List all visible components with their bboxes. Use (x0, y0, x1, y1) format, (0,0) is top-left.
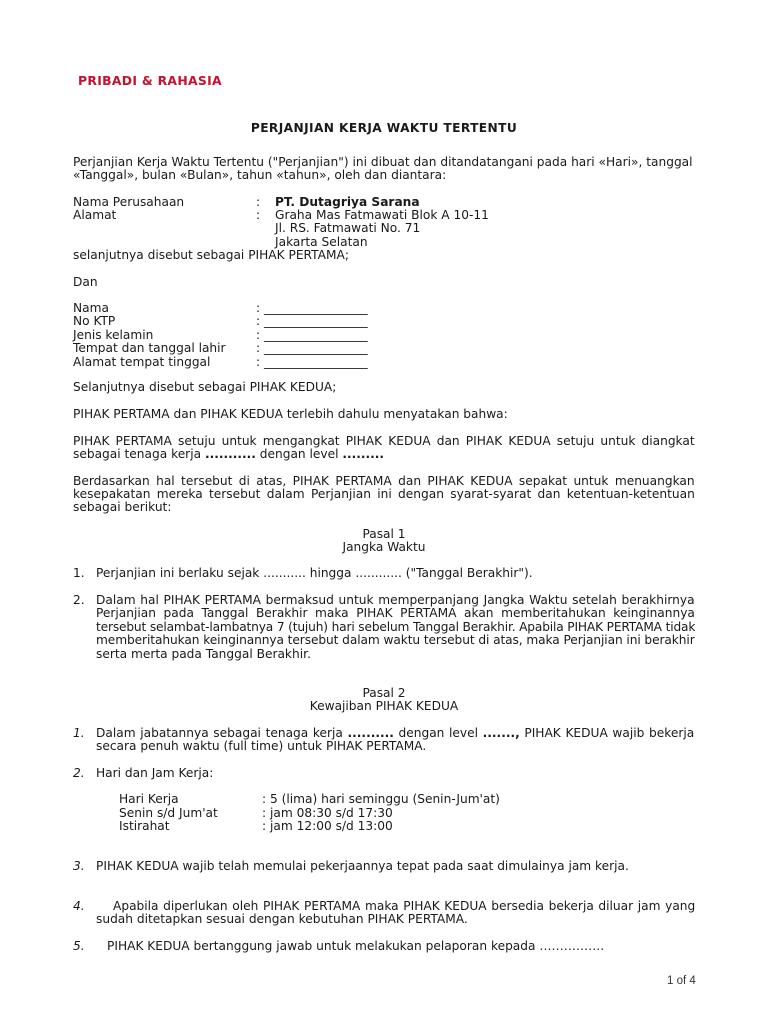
pasal-1-item-1-number: 1. (73, 566, 85, 580)
pasal-2-item-3-text: PIHAK KEDUA wajib telah memulai pekerjaannya tepat pada saat dimulainya jam kerja. (96, 859, 629, 873)
schedule-label-hari-kerja: Hari Kerja (119, 792, 179, 806)
intro-line-2: «Tanggal», bulan «Bulan», tahun «tahun», oleh dan diantara: (73, 168, 447, 182)
field-blank-gender: : _________________ (256, 328, 368, 342)
pasal-1-item-1-text: Perjanjian ini berlaku sejak ........... hingga ............ ("Tanggal Berakhir"). (96, 566, 533, 580)
field-label-nama: Nama (73, 301, 109, 315)
document-title: PERJANJIAN KERJA WAKTU TERTENTU (250, 121, 518, 135)
pasal-2-item-1-blank-job: .......... (347, 726, 394, 740)
field-blank-birth: : _________________ (256, 341, 368, 355)
field-label-ktp: No KTP (73, 314, 116, 328)
company-name-colon: : (256, 195, 261, 209)
pasal-1-heading: Pasal 1 (362, 527, 406, 541)
company-address-line-1: Graha Mas Fatmawati Blok A 10-11 (275, 208, 489, 222)
field-blank-address: : _________________ (256, 355, 368, 369)
field-label-gender: Jenis kelamin (73, 328, 154, 342)
pasal-2-item-1-number: 1. (73, 726, 85, 740)
pasal-1-item-2-line-1: Dalam hal PIHAK PERTAMA bermaksud untuk memperpanjang Jangka Waktu setelah berakhirnya (96, 593, 695, 607)
schedule-label-senin-jumat: Senin s/d Jum'at (119, 806, 218, 820)
field-label-address: Alamat tempat tinggal (73, 355, 211, 369)
schedule-label-istirahat: Istirahat (119, 819, 170, 833)
pasal-2-item-2-text: Hari dan Jam Kerja: (96, 766, 214, 780)
basis-line-1: Berdasarkan hal tersebut di atas, PIHAK PERTAMA dan PIHAK KEDUA sepakat untuk menuangkan (73, 474, 695, 488)
agree-line-2 (73, 447, 384, 461)
schedule-value-senin-jumat: : jam 08:30 s/d 17:30 (262, 806, 393, 820)
basis-line-2: kesepakatan mereka tersebut dalam Perjanjian ini dengan syarat-syarat dan ketentuan-ketentuan (73, 487, 695, 501)
pasal-2-item-5-number: 5. (73, 939, 85, 953)
pasal-2-item-1-text-c: dengan level (393, 726, 483, 740)
company-address-line-2: Jl. RS. Fatmawati No. 71 (275, 221, 421, 235)
company-address-label: Alamat (73, 208, 117, 222)
pasal-1-item-2-line-2: Perjanjian pada Tanggal Berakhir maka PIHAK PERTAMA akan memberitahukan keinginannya (96, 606, 695, 620)
company-address-line-3: Jakarta Selatan (275, 235, 368, 249)
pasal-2-item-1-blank-level: ......., (482, 726, 520, 740)
pihak-pertama-text: selanjutnya disebut sebagai PIHAK PERTAMA; (73, 248, 349, 262)
pasal-2-item-4-number: 4. (73, 899, 85, 913)
pasal-2-subheading: Kewajiban PIHAK KEDUA (309, 699, 459, 713)
page-number: 1 of 4 (667, 975, 696, 987)
pasal-2-item-3-number: 3. (73, 859, 85, 873)
company-address-colon: : (256, 208, 261, 222)
field-label-birth: Tempat dan tanggal lahir (73, 341, 226, 355)
pihak-kedua-text: Selanjutnya disebut sebagai PIHAK KEDUA; (73, 380, 337, 394)
statement-intro: PIHAK PERTAMA dan PIHAK KEDUA terlebih dahulu menyatakan bahwa: (73, 407, 508, 421)
basis-line-3: sebagai berikut: (73, 500, 172, 514)
pasal-2-item-5-text: PIHAK KEDUA bertanggung jawab untuk melakukan pelaporan kepada ……………. (107, 939, 605, 953)
company-name-label: Nama Perusahaan (73, 195, 185, 209)
pasal-2-item-1-text-e: PIHAK KEDUA wajib bekerja (519, 726, 695, 740)
pasal-2-item-4-line-2: sudah ditetapkan sesuai dengan kebutuhan PIHAK PERTAMA. (96, 912, 468, 926)
schedule-value-hari-kerja: : 5 (lima) hari seminggu (Senin-Jum'at) (262, 792, 500, 806)
company-name-value: PT. Dutagriya Sarana (275, 195, 420, 209)
dan-text: Dan (73, 275, 98, 289)
agree-text-c: dengan level (255, 447, 343, 461)
pasal-2-heading: Pasal 2 (362, 686, 406, 700)
agree-blank-job: ........... (204, 447, 256, 461)
field-blank-nama: : _________________ (256, 301, 368, 315)
pasal-1-item-2-line-5: serta merta pada Tanggal Berakhir. (96, 647, 311, 661)
pasal-1-subheading: Jangka Waktu (342, 540, 426, 554)
pasal-1-item-2-line-4: memberitahukan keinginannya tersebut dalam waktu tersebut di atas, maka Perjanjian ini berakhir (96, 633, 695, 647)
schedule-value-istirahat: : jam 12:00 s/d 13:00 (262, 819, 393, 833)
pasal-2-item-1-line-1 (96, 726, 694, 740)
agree-line-1: PIHAK PERTAMA setuju untuk mengangkat PIHAK KEDUA dan PIHAK KEDUA setuju untuk diangkat (73, 434, 695, 448)
intro-line-1: Perjanjian Kerja Waktu Tertentu ("Perjanjian") ini dibuat dan ditandatangani pada hari «Hari», tanggal (73, 155, 693, 169)
pasal-2-item-1-text-a: Dalam jabatannya sebagai tenaga kerja (96, 726, 348, 740)
field-blank-ktp: : _________________ (256, 314, 368, 328)
pasal-2-item-1-line-2: secara penuh waktu (full time) untuk PIHAK PERTAMA. (96, 739, 427, 753)
confidential-label: PRIBADI & RAHASIA (78, 73, 222, 88)
agree-blank-level: ......... (342, 447, 385, 461)
pasal-1-item-2-line-3: tersebut selambat-lambatnya 7 (tujuh) hari sebelum Tanggal Berakhir. Apabila PIHAK PERTAMA tidak (96, 620, 696, 634)
agree-text-a: sebagai tenaga kerja (73, 447, 205, 461)
pasal-2-item-2-number: 2. (73, 766, 85, 780)
pasal-2-item-4-line-1: Apabila diperlukan oleh PIHAK PERTAMA maka PIHAK KEDUA bersedia bekerja diluar jam yang (113, 899, 696, 913)
pasal-1-item-2-number: 2. (73, 593, 85, 607)
